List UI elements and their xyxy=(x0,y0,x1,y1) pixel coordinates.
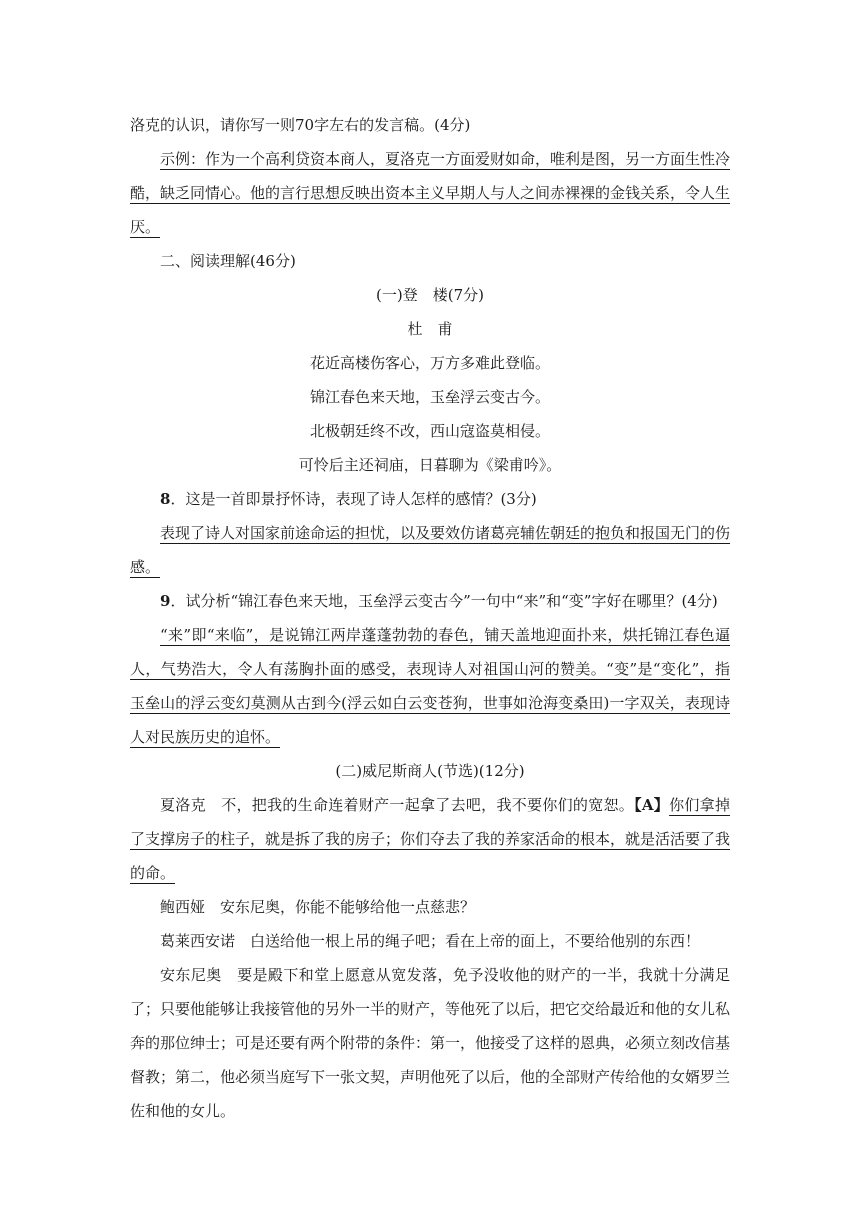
dialogue-antonio xyxy=(130,958,730,1128)
poem-line: 北极朝廷终不改，西山寇盗莫相侵。 xyxy=(309,422,550,440)
q8-question xyxy=(130,482,730,516)
q7-answer-text: 示例：作为一个高利贷资本商人，夏洛克一方面爱财如命，唯利是图，另一方面生性冷酷，缺乏同情心。他的言行思想反映出资本主义早期人与人之间赤裸裸的金钱关系，令人生厌。 xyxy=(130,150,731,236)
poem-author: 杜 甫 xyxy=(407,320,453,338)
document-page xyxy=(130,108,730,1128)
portia-line: 安东尼奥，你能不能够给他一点慈悲？ xyxy=(220,898,476,916)
dialogue-gratiano xyxy=(130,924,730,958)
speaker-gratiano: 葛莱西安诺 xyxy=(160,932,236,950)
gratiano-line: 白送给他一根上吊的绳子吧；看在上帝的面上，不要给他别的东西！ xyxy=(250,932,701,950)
q9-text: ．试分析“锦江春色来天地，玉垒浮云变古今”一句中“来”和“变”字好在哪里？(4分) xyxy=(170,592,718,610)
poem-line: 花近高楼伤客心，万方多难此登临。 xyxy=(309,354,550,372)
dialogue-portia xyxy=(130,890,730,924)
marker-a: 【A】 xyxy=(634,796,670,814)
q9-number: 9 xyxy=(160,592,171,610)
q9-answer-text: “来”即“来临”，是说锦江两岸蓬蓬勃勃的春色，铺天盖地迎面扑来，烘托锦江春色逼人，气势浩大，令人有荡胸扑面的感受，表现诗人对祖国山河的赞美。“变”是“变化”，指玉垒山的浮云变幻莫测从古到今(浮云如白云变苍狗，世事如沧海变桑田)一字双关，表现诗人对民族历史的追怀。 xyxy=(130,626,730,746)
q8-answer-text: 表现了诗人对国家前途命运的担忧，以及要效仿诸葛亮辅佐朝廷的抱负和报国无门的伤感。 xyxy=(130,524,731,576)
q7-answer xyxy=(130,142,730,244)
section2-heading: 二、阅读理解(46分) xyxy=(160,252,296,270)
speaker-shylock: 夏洛克 xyxy=(160,796,206,814)
q7-prompt-tail: 洛克的认识，请你写一则70字左右的发言稿。(4分) xyxy=(130,116,471,134)
q8-text: ．这是一首即景抒怀诗，表现了诗人怎样的感情？(3分) xyxy=(170,490,537,508)
shylock-line: 不，把我的生命连着财产一起拿了去吧，我不要你们的宽恕。 xyxy=(221,796,635,814)
dialogue-shylock xyxy=(130,788,730,890)
shylock-underlined-line: 你们拿掉了支撑房子的柱子，就是拆了我的房子；你们夺去了我的养家活命的根本，就是活活要了我的命。 xyxy=(130,796,731,882)
q8-answer xyxy=(130,516,730,584)
excerpt-title: (二)威尼斯商人(节选)(12分) xyxy=(335,762,525,780)
speaker-antonio: 安东尼奥 xyxy=(160,966,222,984)
poem-line: 锦江春色来天地，玉垒浮云变古今。 xyxy=(309,388,550,406)
q9-question xyxy=(130,584,730,618)
q9-answer xyxy=(130,618,730,754)
poem-title: (一)登 楼(7分) xyxy=(376,286,484,304)
q8-number: 8 xyxy=(160,490,171,508)
antonio-line: 要是殿下和堂上愿意从宽发落，免予没收他的财产的一半，我就十分满足了；只要他能够让我接管他的另外一半的财产，等他死了以后，把它交给最近和他的女儿私奔的那位绅士；可是还要有两个附带的条件：第一，他接受了这样的恩典，必须立刻改信基督教；第二，他必须当庭写下一张文契，声明他死了以后，他的全部财产传给他的女婿罗兰佐和他的女儿。 xyxy=(130,966,731,1120)
speaker-portia: 鲍西娅 xyxy=(160,898,206,916)
poem-line: 可怜后主还祠庙，日暮聊为《梁甫吟》。 xyxy=(298,456,562,474)
